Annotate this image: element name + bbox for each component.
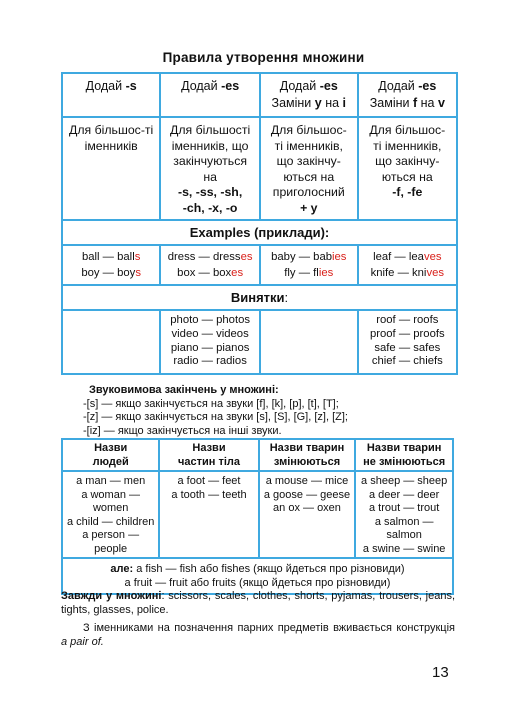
pronunciation-line: -[iz] — якщо закінчується на інші звуки. [83, 424, 282, 437]
examples-s: ball — balls boy — boys [62, 245, 160, 285]
people-examples: a man — men a woman — women a child — children a person — people [62, 471, 159, 558]
header-add-s: Додай -s [62, 73, 160, 117]
exceptions-col-3 [260, 310, 358, 374]
header-add-es-y-to-i: Додай -es Заміни y на i [260, 73, 358, 117]
body-parts-examples: a foot — feet a tooth — teeth [159, 471, 258, 558]
animals-no-change-examples: a sheep — sheep a deer — deer a trout — trout a salmon — salmon a swine — swine [355, 471, 453, 558]
header-animals-no-change: Назви тварин не змінюються [355, 439, 453, 471]
header-animals-change: Назви тварин змінюються [259, 439, 356, 471]
header-add-es-f-to-v: Додай -es Заміни f на v [358, 73, 457, 117]
page-title: Правила утворення множини [162, 50, 365, 65]
rule-es: Для більшості іменників, що закінчуються на -s, -ss, -sh, -ch, -x, -o [160, 117, 260, 220]
header-body-parts: Назви частин тіла [159, 439, 258, 471]
pronunciation-line: -[s] — якщо закінчується на звуки [f], [k], [p], [t], [T]; [83, 397, 339, 410]
header-add-es: Додай -es [160, 73, 260, 117]
fish-fruit-note: але: a fish — fish або fishes (якщо йдеться про різновиди) a fruit — fruit або fruits (якщо йдеться про різновиди) [62, 558, 453, 594]
pronunciation-line: -[z] — якщо закінчується на звуки [s], [S], [G], [z], [Z]; [83, 411, 348, 423]
examples-ies: baby — babies fly — flies [260, 245, 358, 285]
pair-of-paragraph: З іменниками на позначення парних предметів вживається конструкція a pair of. [61, 622, 455, 648]
exceptions-col-2: photo — photos video — videos piano — pianos radio — radios [160, 310, 260, 374]
rule-f-to-v: Для більшос- ті іменників, що закінчу- ються на -f, -fe [358, 117, 457, 220]
animals-change-examples: a mouse — mice a goose — geese an ox — oxen [259, 471, 356, 558]
examples-heading: Examples (приклади): [62, 220, 457, 245]
rule-s: Для більшос-ті іменників [62, 117, 160, 220]
rule-y-to-i: Для більшос- ті іменників, що закінчу- ються на приголосний + y [260, 117, 358, 220]
exceptions-heading: Винятки: [62, 285, 457, 310]
exceptions-col-4: roof — roofs proof — proofs safe — safes chief — chiefs [358, 310, 457, 374]
irregular-plurals-table [61, 438, 454, 595]
plural-rules-table [61, 72, 458, 375]
header-people: Назви людей [62, 439, 159, 471]
always-plural-paragraph: Завжди у множині: scissors, scales, clothes, shorts, pyjamas, trousers, jeans, tights, glasses, police. [61, 590, 455, 616]
examples-es: dress — dresses box — boxes [160, 245, 260, 285]
pronunciation-title: Звуковимова закінчень у множині: [89, 384, 279, 396]
examples-ves: leaf — leaves knife — knives [358, 245, 457, 285]
page-number: 13 [432, 664, 449, 681]
pronunciation-block [83, 384, 348, 438]
exceptions-col-1 [62, 310, 160, 374]
